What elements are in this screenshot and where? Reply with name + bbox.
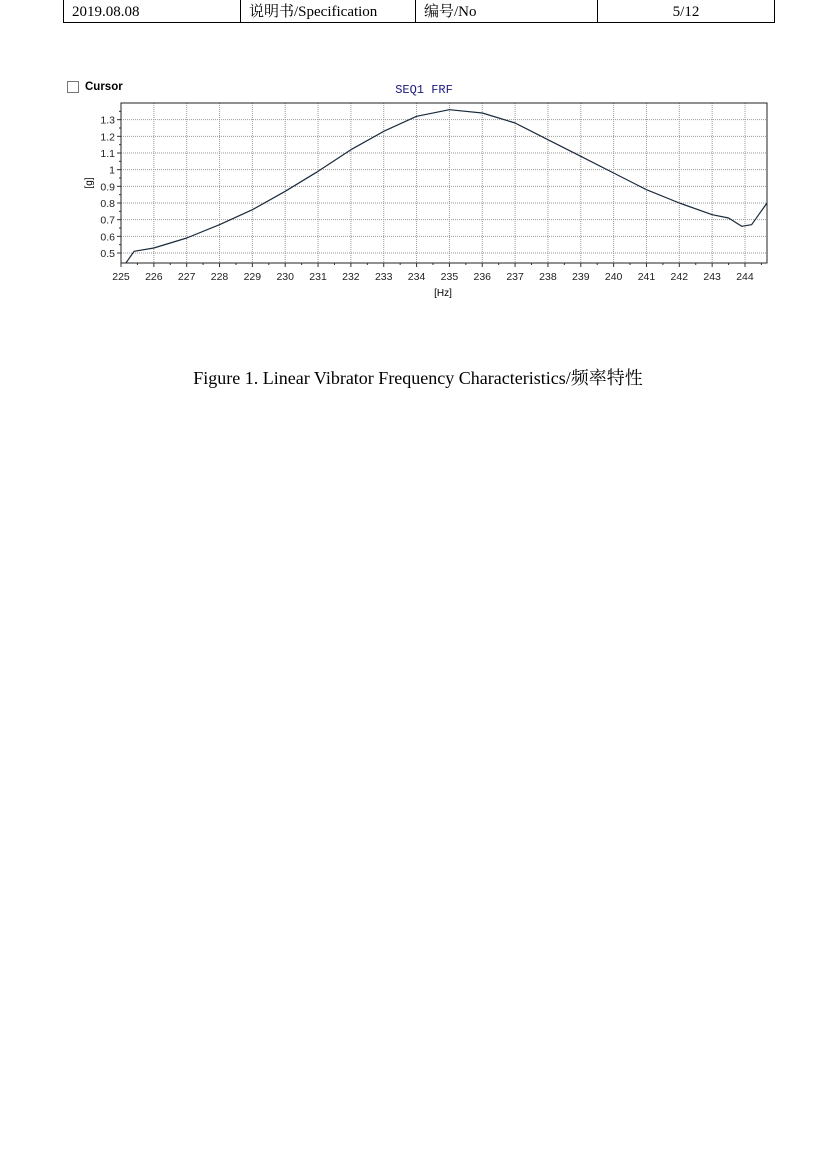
x-tick-label: 231 — [309, 271, 327, 283]
header-page: 5/12 — [672, 4, 700, 20]
frf-chart — [0, 0, 826, 310]
header-doc: 说明书/Specification — [241, 0, 416, 22]
y-tick-label: 1 — [109, 164, 115, 177]
y-tick-label: 0.9 — [100, 181, 115, 194]
x-tick-label: 233 — [374, 271, 393, 283]
header-date: 2019.08.08 — [64, 0, 241, 22]
x-tick-label: 226 — [145, 271, 163, 283]
x-tick-label: 237 — [506, 271, 524, 283]
y-tick-label: 0.8 — [100, 198, 115, 210]
y-tick-label: 0.6 — [100, 231, 115, 244]
x-axis-label: [Hz] — [434, 288, 452, 299]
y-tick-label: 1.2 — [100, 131, 115, 144]
x-tick-label: 228 — [210, 271, 229, 283]
cursor-label: Cursor — [85, 81, 123, 93]
chart-title: SEQ1 FRF — [395, 83, 453, 97]
x-tick-label: 234 — [407, 271, 426, 283]
x-tick-label: 240 — [604, 271, 623, 283]
x-tick-label: 239 — [572, 271, 590, 283]
y-tick-label: 0.7 — [100, 214, 115, 227]
y-tick-label: 1.3 — [100, 114, 115, 127]
y-axis-label: [g] — [84, 177, 95, 189]
y-tick-label: 1.1 — [100, 148, 115, 160]
x-tick-label: 227 — [177, 271, 196, 283]
x-tick-label: 241 — [637, 271, 656, 283]
header-no: 编号/No — [416, 0, 598, 22]
x-tick-label: 243 — [703, 271, 721, 283]
x-tick-label: 225 — [112, 271, 130, 283]
x-tick-label: 244 — [736, 271, 754, 283]
x-tick-label: 235 — [440, 271, 459, 283]
figure-caption: Figure 1. Linear Vibrator Frequency Characteristics/频率特性 — [193, 368, 643, 388]
x-tick-label: 242 — [670, 271, 689, 283]
plot-area — [121, 103, 767, 263]
y-tick-label: 0.5 — [100, 248, 115, 260]
x-tick-label: 230 — [276, 271, 294, 283]
x-tick-label: 236 — [473, 271, 492, 283]
x-tick-label: 232 — [342, 271, 360, 283]
x-tick-label: 229 — [243, 271, 262, 283]
x-tick-label: 238 — [539, 271, 557, 283]
